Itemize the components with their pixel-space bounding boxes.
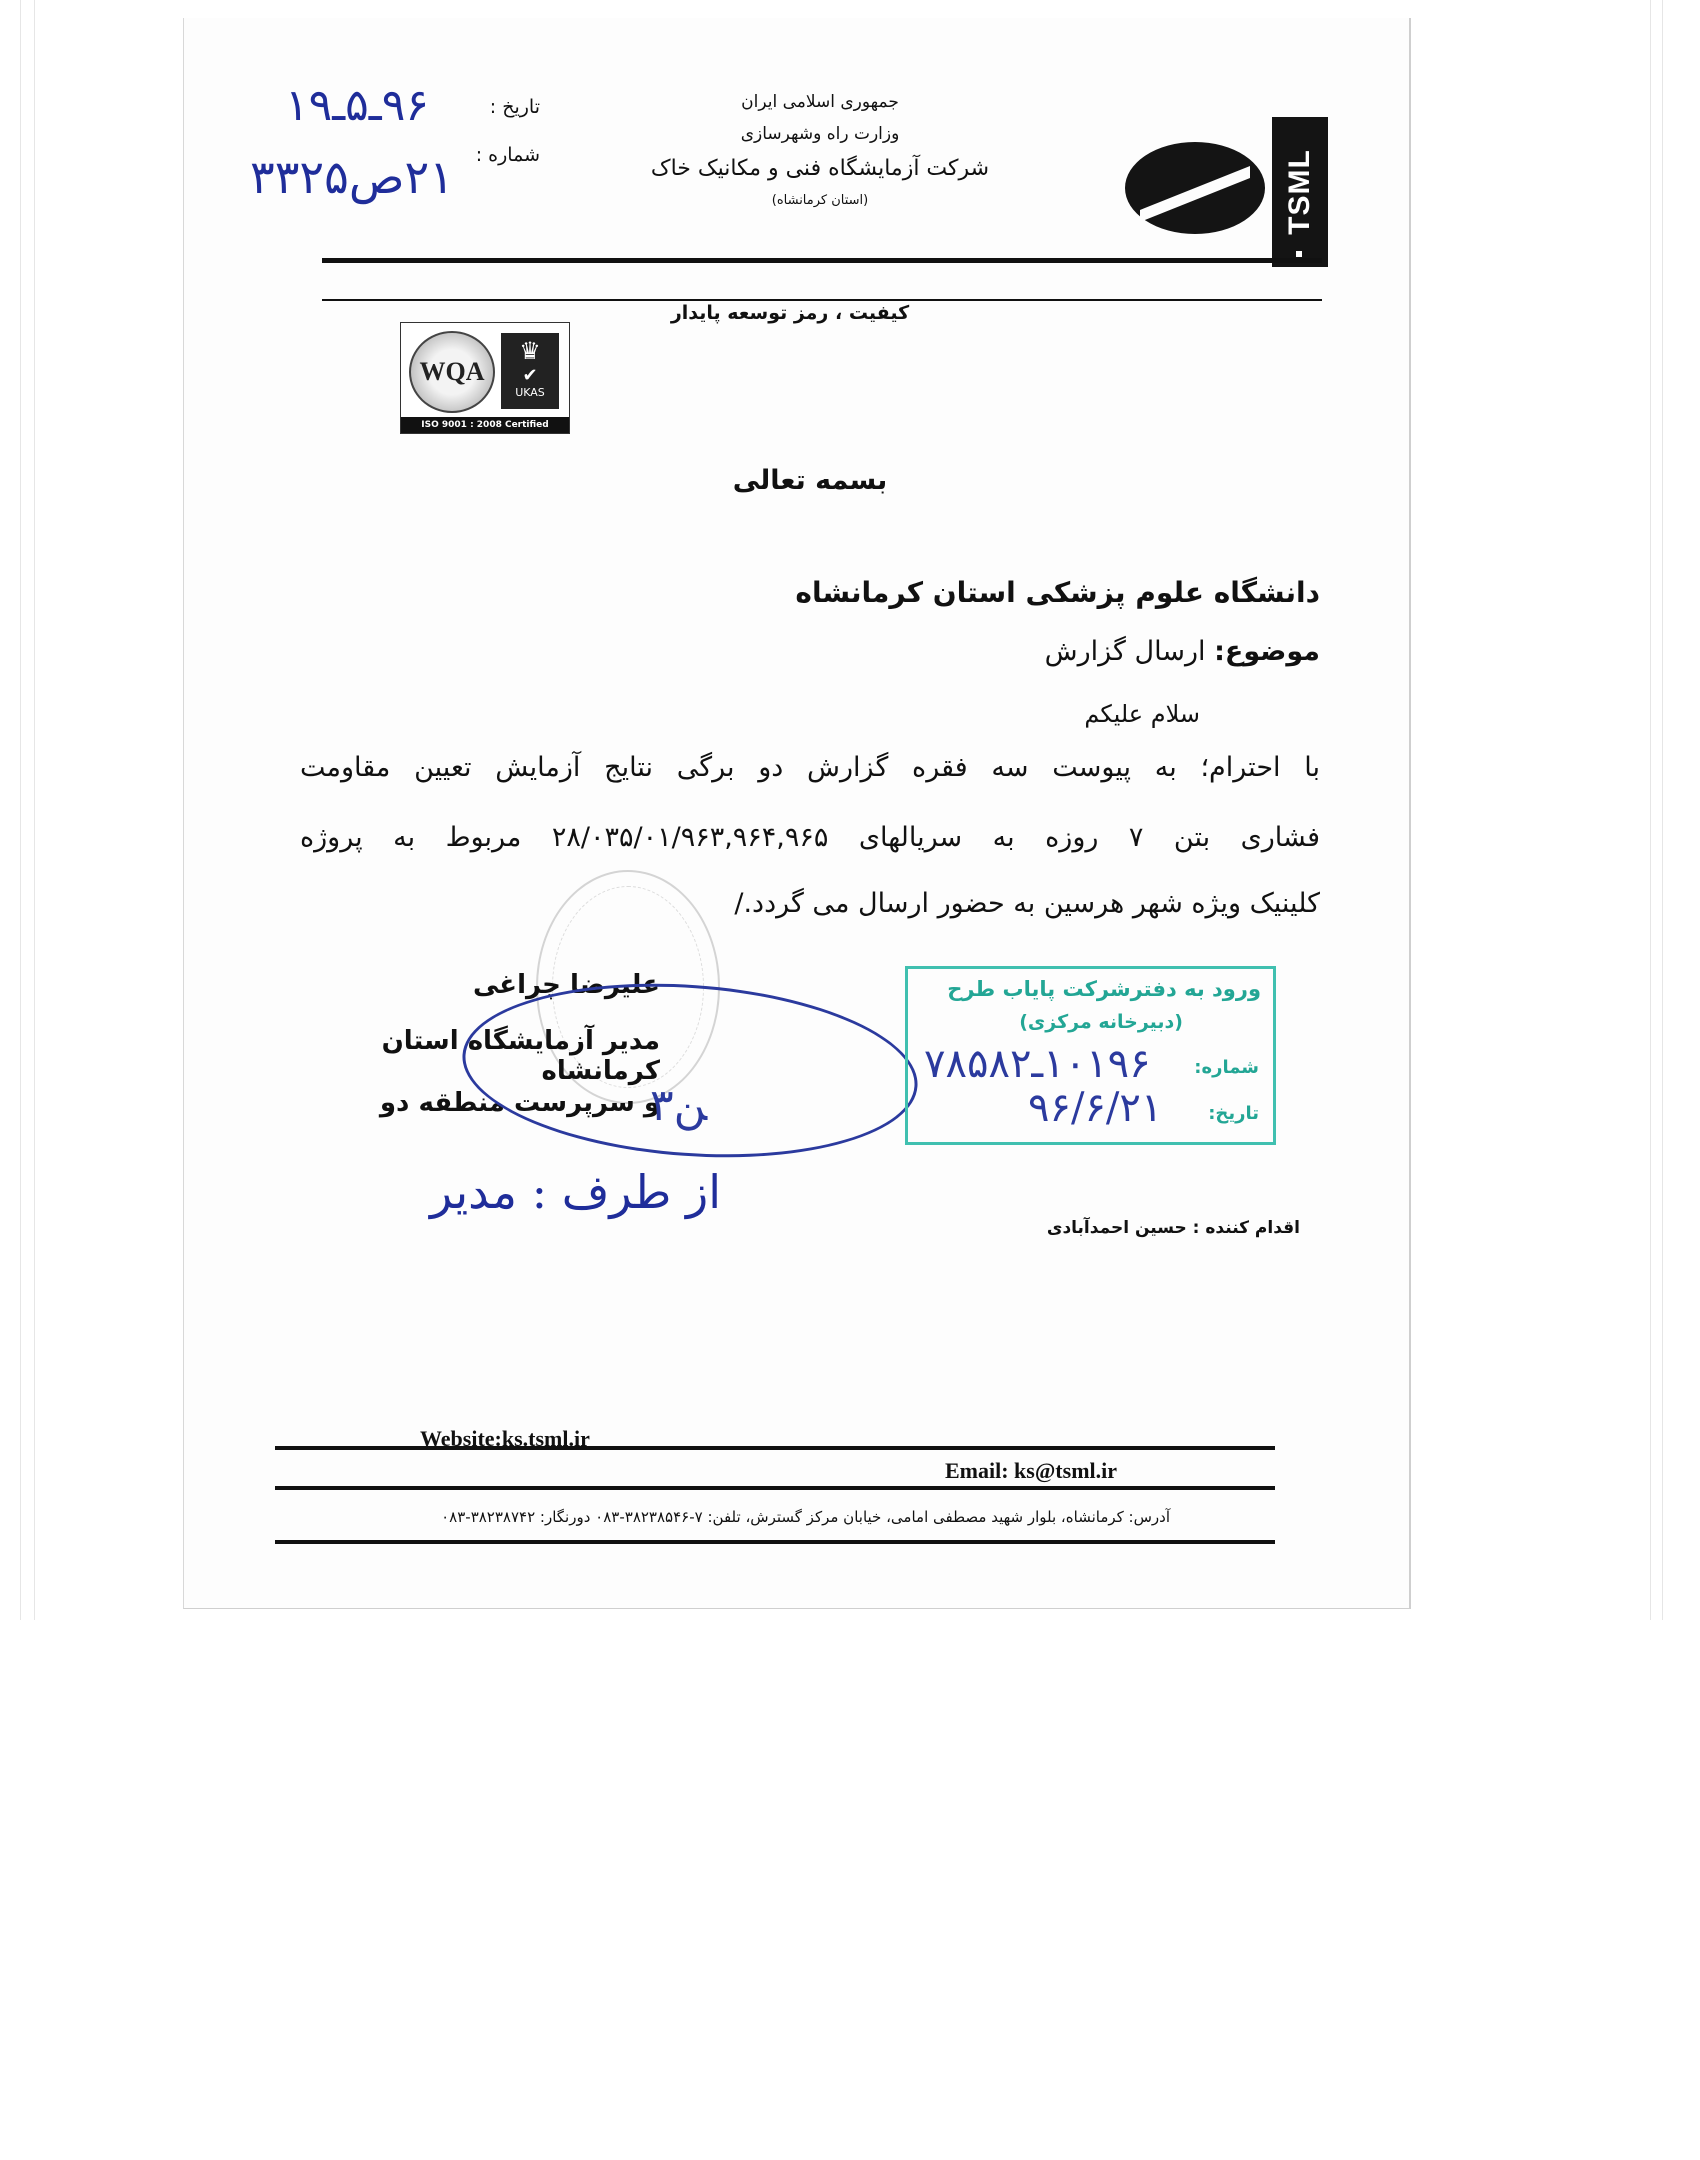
body-line: فشاری بتن ۷ روزه به سریالهای ۲۸/۰۳۵/۰۱/۹۶۳,۹۶۴,۹۶۵ مربوط به پروژه — [300, 822, 1320, 853]
website: Website:ks.tsml.ir — [420, 1426, 590, 1451]
email: Email: ks@tsml.ir — [945, 1458, 1118, 1483]
stamp-date-label: تاریخ: — [1208, 1103, 1259, 1124]
subject-line — [720, 636, 1320, 667]
header-rule-top — [322, 258, 1322, 263]
stamp-number-value: ۱۰۱۹۶ـ۷۸۵۸۲ — [924, 1041, 1151, 1087]
letter-page — [183, 18, 1411, 1609]
handwritten-note: از طرف : مدیر — [430, 1165, 722, 1219]
greeting: سلام علیکم — [1084, 700, 1200, 728]
body-line: با احترام؛ به پیوست سه فقره گزارش دو برگی نتایج آزمایش تعیین مقاومت — [300, 752, 1320, 783]
footer-rule-bottom — [275, 1540, 1275, 1544]
header-rule-bottom — [322, 299, 1322, 301]
tsml-logo — [1272, 117, 1328, 267]
stamp-line-1: ورود به دفترشرکت پایاب طرح — [947, 977, 1261, 1001]
letterhead-org — [620, 92, 1020, 208]
basmala: بسمه تعالی — [732, 465, 888, 496]
date-label: تاریخ : — [489, 96, 540, 118]
country-name: جمهوری اسلامی ایران — [741, 92, 899, 112]
body-line: کلینیک ویژه شهر هرسین به حضور ارسال می گردد./ — [734, 888, 1320, 919]
action-by: اقدام کننده : حسین احمدآبادی — [1046, 1218, 1300, 1238]
handwritten-number: ۲۱ص۳۳۲۵ — [250, 150, 454, 204]
address: آدرس: کرمانشاه، بلوار شهید مصطفی امامی، خیابان مرکز گسترش، تلفن: ۷-۳۸۲۳۸۵۴۶-۰۸۳ دورنگار: ۳۸۲۳۸۷۴۲-۰۸۳ — [441, 1508, 1170, 1526]
logo-text: TSML — [1283, 149, 1316, 235]
signature-mark-icon: ﻦ۳ — [650, 1080, 708, 1131]
check-icon: ✔ — [522, 365, 538, 386]
logo-dot-icon — [1296, 251, 1302, 257]
handwritten-date: ۹۶ـ۵ـ۱۹ — [285, 80, 429, 131]
recipient: دانشگاه علوم پزشکی استان کرمانشاه — [795, 576, 1320, 609]
receipt-stamp — [905, 966, 1276, 1145]
signer-name: علیرضا چراغی — [473, 970, 660, 1000]
iso-certificate-badge — [400, 322, 570, 434]
province-name: (استان کرمانشاه) — [771, 193, 869, 208]
footer-rule-middle — [275, 1486, 1275, 1490]
stamp-date-value: ۹۶/۶/۲۱ — [1028, 1085, 1163, 1131]
letter-meta-labels — [460, 96, 540, 192]
company-logo-icon — [1120, 138, 1270, 238]
ministry-name: وزارت راه وشهرسازی — [740, 124, 900, 144]
crown-icon: ♛ — [519, 337, 541, 365]
company-name: شرکت آزمایشگاه فنی و مکانیک خاک — [650, 156, 990, 181]
stamp-number-label: شماره: — [1194, 1057, 1259, 1078]
wqa-logo: WQA — [409, 331, 495, 413]
subject-label: موضوع: — [1214, 636, 1320, 667]
stamp-line-2: (دبیرخانه مرکزی) — [1019, 1011, 1183, 1033]
signer-title-2: و سرپرست منطقه دو — [379, 1088, 660, 1118]
ukas-text: UKAS — [515, 386, 545, 399]
number-label: شماره : — [475, 144, 540, 166]
iso-caption: ISO 9001 : 2008 Certified — [401, 417, 569, 433]
subject-value: ارسال گزارش — [1044, 636, 1206, 667]
signer-title: مدیر آزمایشگاه استان کرمانشاه — [381, 1026, 660, 1086]
company-motto: کیفیت ، رمز توسعه پایدار — [670, 302, 910, 324]
ukas-logo — [501, 333, 559, 409]
